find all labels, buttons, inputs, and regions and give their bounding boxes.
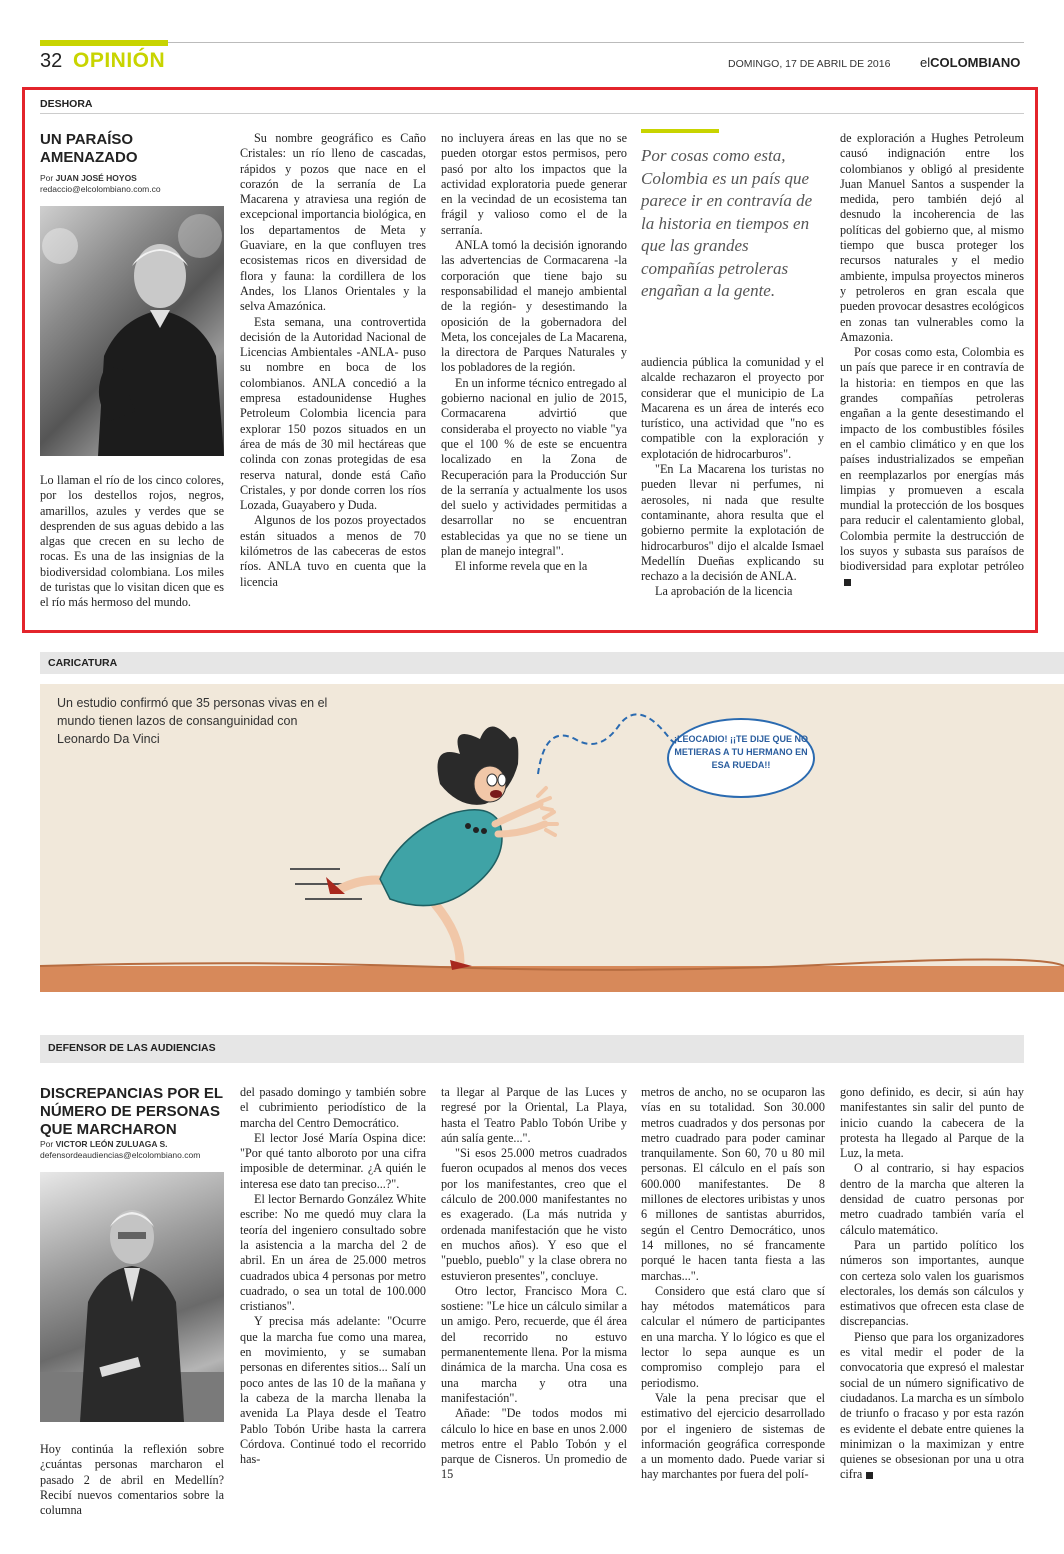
defensor-col-1 bbox=[40, 1442, 224, 1518]
paragraph: Esta semana, una controvertida decisión de la Autoridad Nacional de Licencias Ambientales -ANLA- puso su nombre en boca de los colombianos. ANLA concedió a la empresa estadounidense Hughes Petroleum Colombia licencia para explorar 150 pozos situados en un área de más de 30 mil hectáreas que colinda con zonas protegidas de esa reserva natural, donde está Caño Cristales, y por donde corren los ríos Lozada, Guayabero y Duda. bbox=[240, 314, 426, 513]
paragraph: Añade: "De todos modos mi cálculo lo hice en base en unos 2.000 metros entre el Pablo Tobón y el parque de Cisneros. Un promedio de 15 bbox=[441, 1406, 627, 1482]
paragraph: Otro lector, Francisco Mora C. sostiene: "Le hice un cálculo similar a un amigo. Pero, recuerde, que él área del recorrido no estuvo permanentemente llena. Por la misma dinámica de la marcha. Una cosa es una marcha y otra una manifestación". bbox=[441, 1283, 627, 1405]
defensor-title: DISCREPANCIAS POR EL NÚMERO DE PERSONAS QUE MARCHARON bbox=[40, 1085, 223, 1138]
author-email: defensordeaudiencias@elcolombiano.com bbox=[40, 1150, 201, 1160]
author-name: JUAN JOSÉ HOYOS bbox=[55, 173, 137, 183]
author-name: VICTOR LEÓN ZULUAGA S. bbox=[55, 1139, 168, 1149]
paragraph: ANLA tomó la decisión ignorando las advertencias de Cormacarena -la corporación que tiene bajo su responsabilidad el manejo ambiental de la región- y desestimando la oposición de la gobernadora del Meta, los concejales de La Macarena, la directora de Parques Naturales y los pobladores de la región. bbox=[441, 238, 627, 375]
paragraph: de exploración a Hughes Petroleum causó indignación entre los colombianos y obligó al presidente Juan Manuel Santos a suspender la medida, pero también dejó al desnudo la incoherencia de las políticas del gobierno que, al mismo tiempo que busca proteger los recursos naturales y el medio ambiente, impulsa proyectos mineros y petroleros en gran escala que pueden provocar desastres ecológicos en zonas tan vulnerables como la Amazonia. bbox=[840, 131, 1024, 344]
deshora-col-3 bbox=[441, 131, 627, 575]
paragraph: "En La Macarena los turistas no pueden llevar ni perfumes, ni aerosoles, ni nada que resulte contaminante, ahora resulta que el gobierno permite la explotación de hidrocarburos" dijo el alcalde Ismael Medellín Dueñas explicando su rechazo a la decisión de ANLA. bbox=[641, 462, 824, 584]
paragraph: Vale la pena precisar que el estimativo del ejercicio desarrollado por el ingeniero de sistemas de información geográfica corresponde a un momento dado. Puede variar si hay marchantes por fuera del polí- bbox=[641, 1390, 825, 1482]
paragraph: El lector José María Ospina dice: "Por qué tanto alboroto por una cifra imposible de determinar. ¿A quién le interesa ese dato tan preciso...?". bbox=[240, 1130, 426, 1191]
brand-prefix: el bbox=[920, 55, 931, 70]
paragraph: Y precisa más adelante: "Ocurre que la marcha fue como una marea, en movimiento, y se sumaban personas en diferentes sitios... Salí un poco antes de las 10 de la mañana y la cabeza de la marcha llenaba la avenida La Playa desde el Teatro Pablo Tobón Uribe hasta la carrera Córdova. Continué todo el recorrido has- bbox=[240, 1314, 426, 1467]
paragraph: metros de ancho, no se ocuparon las vías en su totalidad. Son 30.000 metros cuadrados y dos personas por metro cuadrado para poder caminar tranquilamente. Son 60, 70 u 80 mil personas. El cálculo en el país son 600.000 manifestantes. De 8 millones de electores uribistas y unos 6 millones de santistas aburridos, según el Centro Democrático, unos 14 millones, no sé francamente porqué le hacen tanta fiesta a las marchas...". bbox=[641, 1085, 825, 1283]
deshora-byline bbox=[40, 173, 230, 195]
speech-text: ¡LEOCADIO! ¡¡TE DIJE QUE NO METIERAS A TU HERMANO EN ESA RUEDA!! bbox=[673, 734, 808, 770]
deshora-title: UN PARAÍSO AMENAZADO bbox=[40, 131, 138, 166]
newspaper-brand bbox=[920, 55, 1020, 70]
paragraph: Considero que está claro que sí hay métodos matemáticos para calcular el número de participantes en una marcha. Y lo lógico es que el lector lo sepa aunque es un compromiso complejo para el periodismo. bbox=[641, 1283, 825, 1390]
paragraph: La aprobación de la licencia bbox=[655, 584, 793, 599]
brand-name: COLOMBIANO bbox=[930, 55, 1021, 70]
defensor-col-4 bbox=[641, 1085, 825, 1483]
paragraph: Algunos de los pozos proyectados están situados a menos de 70 kilómetros de las cabeceras de estos ríos. ANLA tuvo en cuenta que la licencia bbox=[240, 513, 426, 589]
deshora-col-2 bbox=[240, 131, 426, 590]
deshora-label-rule bbox=[40, 113, 1024, 114]
header-rule bbox=[168, 42, 1024, 43]
caricatura-label: CARICATURA bbox=[48, 657, 118, 669]
byline-prefix: Por bbox=[40, 173, 54, 183]
paragraph: Su nombre geográfico es Caño Cristales: un río lleno de cascadas, rápidos y pozos que nace en el corazón de la serranía de La Macarena y atraviesa una región de excepcional importancia biológica, en los departamentos de Meta y Guaviare, en la que confluyen tres ecosistemas ricos en diversidad de flora y fauna: la cordillera de los Andes, los Llanos Orientales y la selva Amazónica. bbox=[240, 131, 426, 314]
paragraph: del pasado domingo y también sobre el cubrimiento periodístico de la marcha del Centro Democrático. bbox=[240, 1085, 426, 1130]
author-email: redaccio@elcolombiano.com.co bbox=[40, 184, 161, 194]
header-accent-bar bbox=[40, 40, 168, 46]
paragraph: Lo llaman el río de los cinco colores, por los destellos rojos, negros, amarillos, azules y verdes que se desprenden de sus aguas debido a las algas que crecen en su lecho de rocas. Es una de las insignias de la biodiversidad colombiana. Los miles de turistas que lo visitan dicen que es el río más hermoso del mundo. bbox=[40, 473, 224, 610]
defensor-col-2 bbox=[240, 1085, 426, 1467]
defensor-photo bbox=[40, 1172, 224, 1422]
page-number: 32 bbox=[40, 50, 63, 72]
defensor-silhouette bbox=[40, 1172, 224, 1422]
paragraph: no incluyera áreas en las que no se pueden otorgar estos permisos, pero pasó por alto los impactos que la actividad exploratoria puede generar en la vecindad de un ecosistema tan frágil y valioso como el de la serranía. bbox=[441, 131, 627, 237]
end-mark-icon bbox=[844, 579, 851, 586]
paragraph: ta llegar al Parque de las Luces y regresé por la Oriental, La Playa, hasta el Teatro Pablo Tobón Uribe y aún salía gente...". bbox=[441, 1085, 627, 1145]
cartoon-caption: Un estudio confirmó que 35 personas vivas en el mundo tienen lazos de consanguinidad con Leonardo Da Vinci bbox=[57, 696, 328, 746]
closing-text: Pienso que para los organizadores es vital medir el poder de la convocatoria que expresó el malestar social de un número significativo de ciudadanos. La marcha es un símbolo de triunfo o fracaso y por esta razón es evidente el debate entre quienes la minimizan o la maximizan y entre quienes se obsesionan por una u otra cifra bbox=[840, 1329, 1024, 1482]
paragraph: gono definido, es decir, si aún hay manifestantes sin salir del punto de inicio cuando la cabecera de la protesta ha llegado al Parque de la Luz, la meta. bbox=[840, 1085, 1024, 1161]
paragraph: El lector Bernardo González White escribe: No me quedó muy clara la teoría del ingeniero consultado sobre la asistencia a la marcha del 2 de abril. En un área de 25.000 metros cuadrados ubica 4 personas por metro cuadrado, o sea un total de 100.000 cristianos". bbox=[240, 1192, 426, 1314]
author-photo bbox=[40, 206, 224, 456]
deshora-col-4 bbox=[641, 355, 824, 600]
deshora-col-1 bbox=[40, 473, 224, 611]
paragraph: O al contrario, si hay espacios dentro de la marcha que alteren la densidad de cuatro personas por metro cuadrado también varía el cálculo matemático. bbox=[840, 1161, 1024, 1237]
defensor-col-3 bbox=[441, 1085, 627, 1483]
pullquote-accent bbox=[641, 129, 719, 133]
caricatura-label-bar bbox=[40, 652, 1064, 674]
paragraph: "Si esos 25.000 metros cuadrados fueron ocupados al menos dos veces por los manifestantes, creo que el cálculo de 200.000 manifestantes no es exagerado. (La más nutrida y ordenada manifestación que he visto en muchos años). Y eso que el "pueblo, pueblo" y la clase obrera no estuvieron presentes", concluye. bbox=[441, 1146, 627, 1283]
paragraph: Para un partido político los números son importantes, aunque con certeza solo valen los guarismos electorales, los demás son cálculos y estimativos que ofrecen esta clase de discrepancias. bbox=[840, 1237, 1024, 1329]
pullquote: Por cosas como esta, Colombia es un país que parece ir en contravía de la historia en tiempos en que las grandes compañías petroleras engañan a la gente. bbox=[641, 146, 813, 300]
section-title: OPINIÓN bbox=[73, 49, 166, 72]
paragraph: audiencia pública la comunidad y el alcalde rechazaron el proyecto por considerar que el municipio de La Macarena es un área de interés eco turístico, una actividad que "no es compatible con la exploración y explotación de hidrocarburos". bbox=[641, 355, 824, 461]
paragraph: En un informe técnico entregado al gobierno nacional en julio de 2015, Cormacarena advirtió que consideraba el proyecto no viable "ya que el 100 % de este se encuentra localizado en la Zona de Recuperación para la Producción Sur de la serranía y actualmente los usos del suelo y actividades permitidas a desarrollar no se encuentran establecidas ya que no se tiene un plan de manejo integral". bbox=[441, 375, 627, 559]
paragraph: Hoy continúa la reflexión sobre ¿cuántas personas marcharon el pasado 2 de abril en Medellín? Recibí nuevos comentarios sobre la columna bbox=[40, 1442, 224, 1518]
issue-date: DOMINGO, 17 DE ABRIL DE 2016 bbox=[728, 58, 891, 70]
defensor-label: DEFENSOR DE LAS AUDIENCIAS bbox=[48, 1042, 216, 1054]
deshora-label: DESHORA bbox=[40, 98, 93, 110]
closing-text: Por cosas como esta, Colombia es un país que parece ir en contravía de la historia: en tiempos en que las grandes compañías petroleras engañan a la gente desestimando el impacto de los combustibles fósiles en el cambio climático y en que los países industrializados se empeñan en reemplazarlos por energías más limpias y promueven a escala mundial la protección de los bosques para reducir el calentamiento global, Colombia permite la destrucción de los suyos y subasta sus paraísos de biodiversidad para explotar petróleo bbox=[840, 345, 1024, 574]
byline-prefix: Por bbox=[40, 1139, 54, 1149]
deshora-col-5 bbox=[840, 131, 1024, 590]
paragraph bbox=[840, 345, 1024, 590]
paragraph: El informe revela que en la bbox=[455, 559, 588, 574]
end-mark-icon bbox=[866, 1472, 873, 1479]
defensor-byline bbox=[40, 1139, 235, 1161]
defensor-col-5 bbox=[840, 1085, 1024, 1483]
author-silhouette bbox=[40, 206, 224, 456]
paragraph bbox=[840, 1330, 1024, 1483]
